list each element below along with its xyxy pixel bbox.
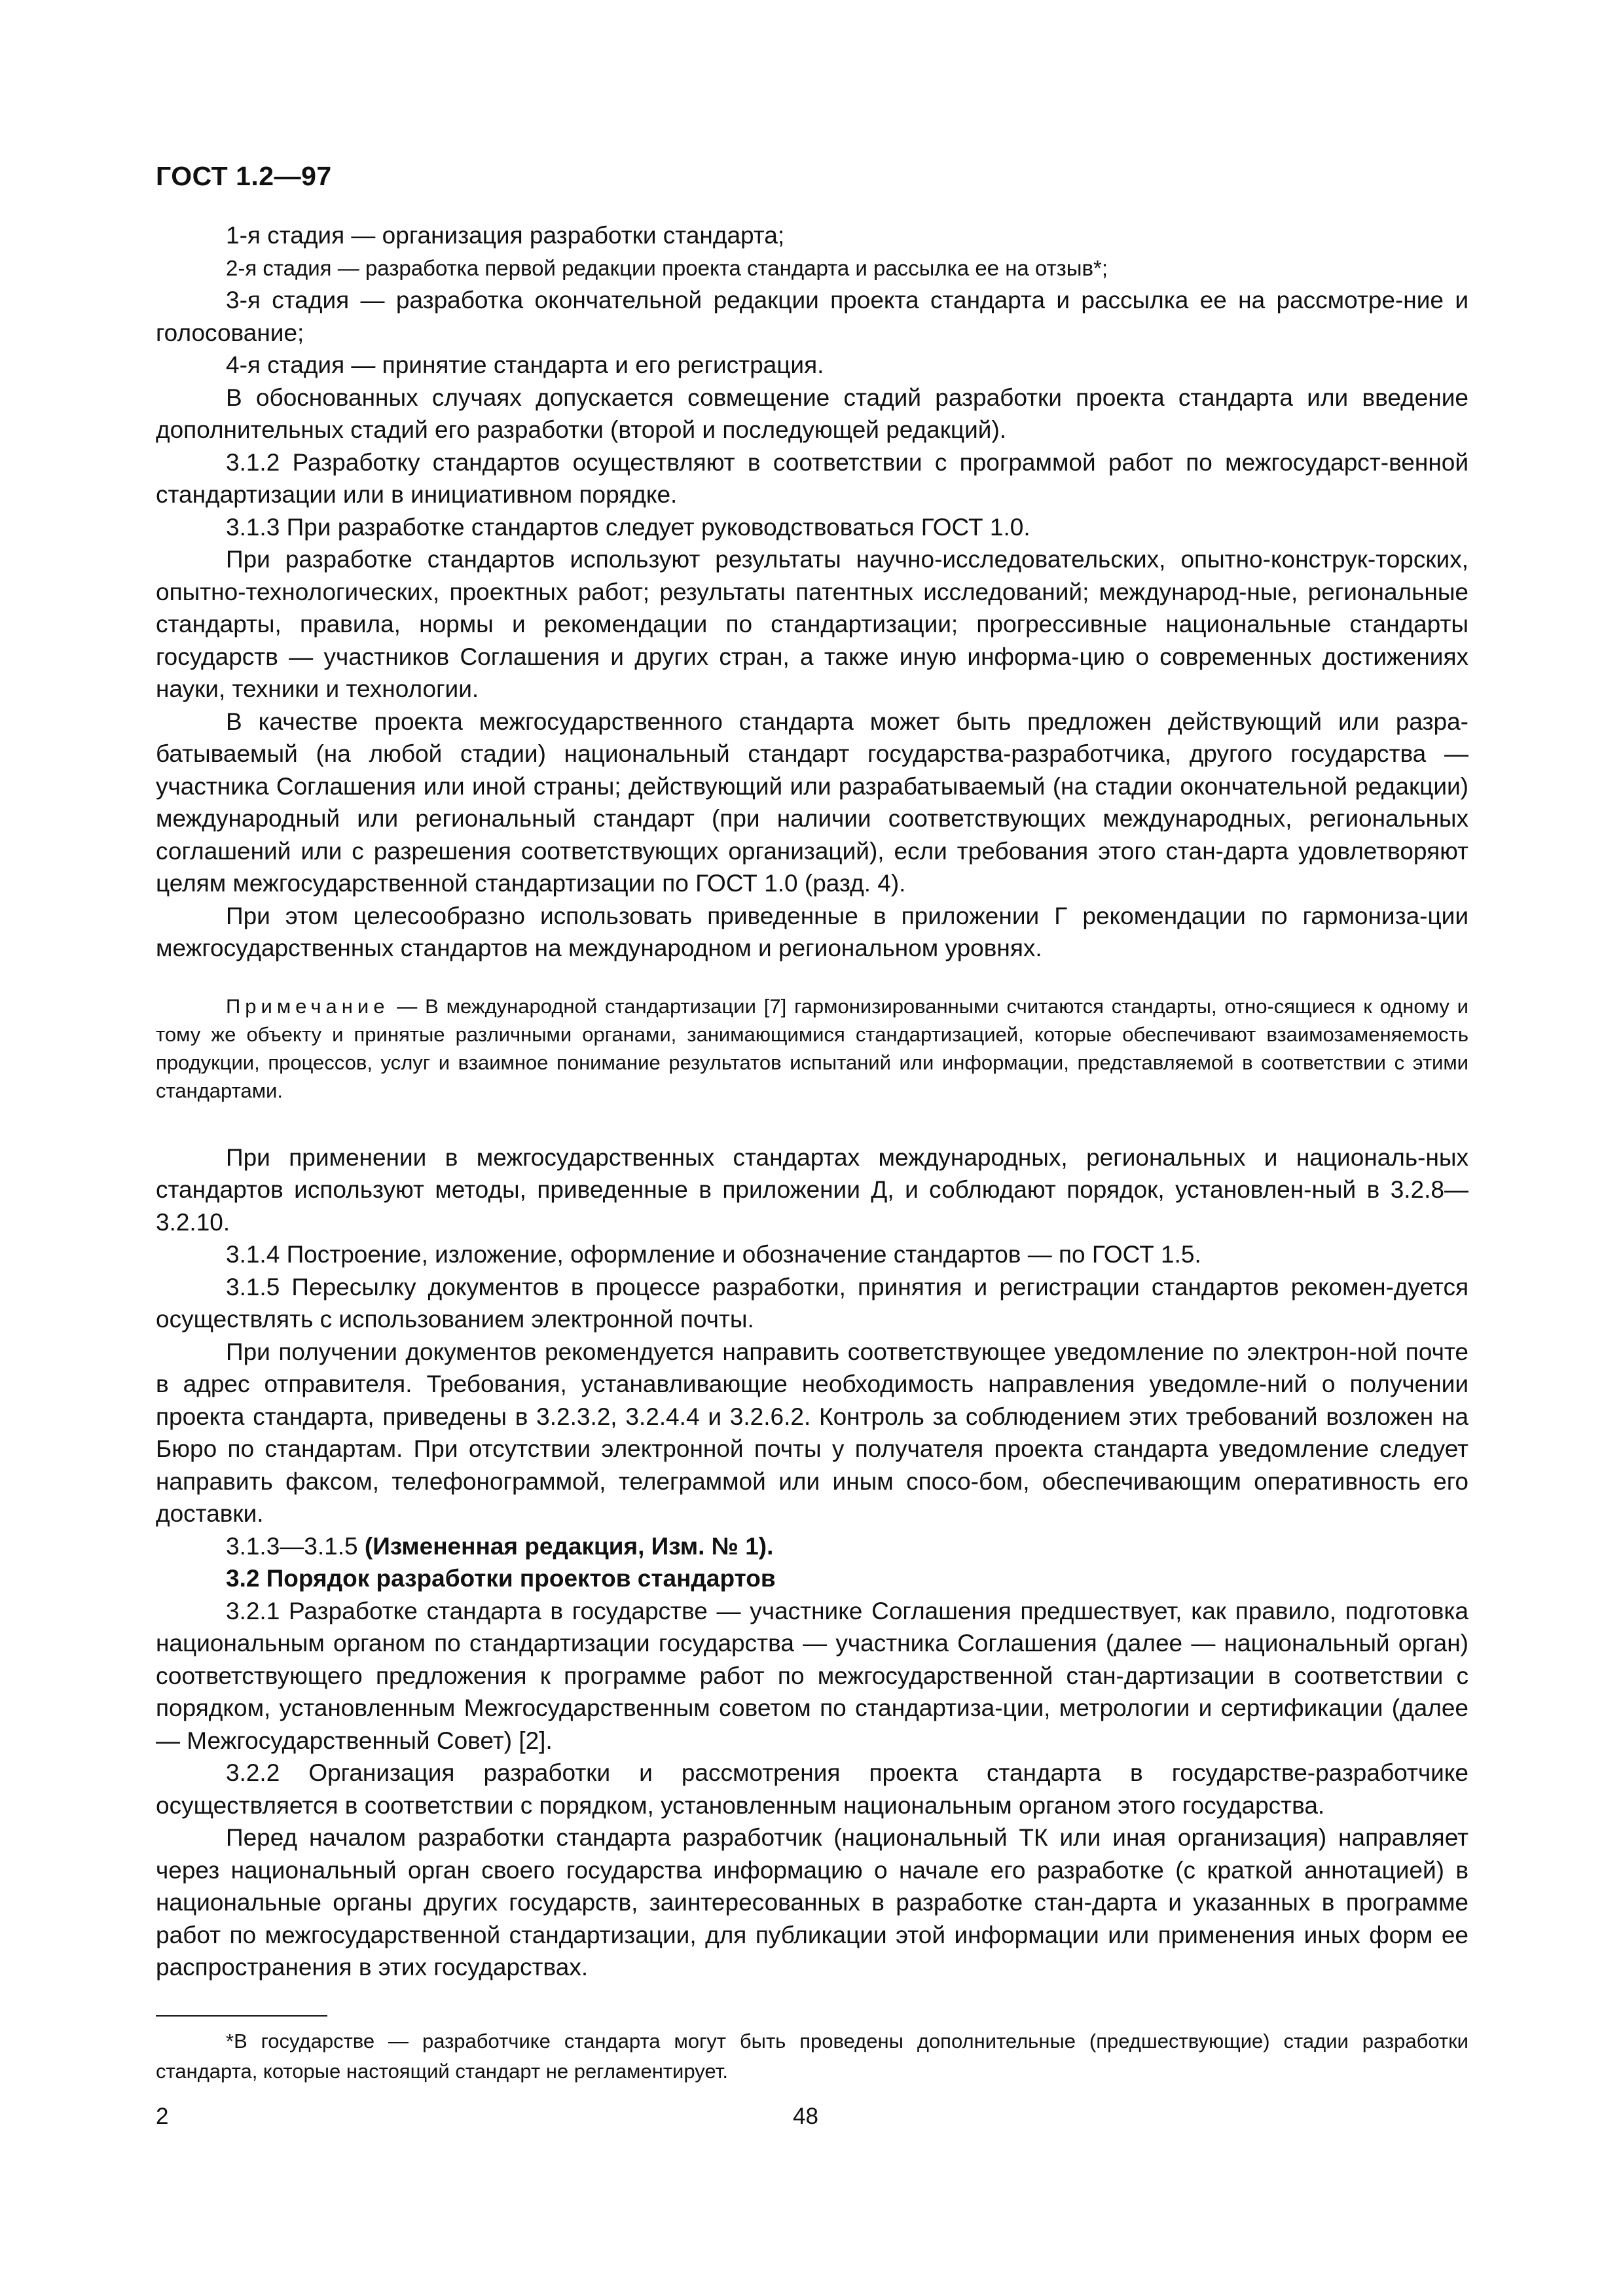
paragraph: 3.1.2 Разработку стандартов осуществляют в соответствии с программой работ по межгосударст-венной стандартизации или в инициативном порядке. — [156, 448, 1468, 508]
amendment-line — [156, 1530, 1468, 1563]
note-block — [156, 992, 1468, 1105]
paragraph: При разработке стандартов используют результаты научно-исследовательских, опытно-конструк-торских, опытно-технологических, проектных работ; результаты патентных исследований; международ-ные, региональные стандарты, правила, нормы и рекомендации по стандартизации; прогрессивные национальные стандарты государств — участников Соглашения и других стран, а также иную информа-цию о современных достижениях науки, техники и технологии. — [156, 546, 1468, 702]
note-label: Примечание — [226, 994, 390, 1018]
paragraph: При этом целесообразно использовать приведенные в приложении Г рекомендации по гармониза-ции межгосударственных стандартов на международном и региональном уровнях. — [156, 902, 1468, 961]
footnote: *В государстве — разработчике стандарта могут быть проведены дополнительные (предшествующие) стадии разработки стандарта, которые настоящий стандарт не регламентирует. — [156, 2030, 1468, 2083]
paragraph: 3.1.3 При разработке стандартов следует руководствоваться ГОСТ 1.0. — [226, 513, 1030, 541]
paragraph: 3.2.2 Организация разработки и рассмотрения проекта стандарта в государстве-разработчике осуществляется в соответствии с порядком, установленным национальным органом этого государства. — [156, 1759, 1468, 1819]
note-text: — В международной стандартизации [7] гармонизированными считаются стандарты, отно-сящиеся к одному и тому же объекту и принятые различными органами, занимающимися стандартизацией, которые обеспечивают взаимозаменяемость продукции, процессов, услуг и взаимное понимание результатов испытаний или информации, представляемой в соответствии с этими стандартами. — [156, 994, 1468, 1102]
section-heading: 3.2 Порядок разработки проектов стандартов — [226, 1565, 776, 1592]
paragraph: 3.2.1 Разработке стандарта в государстве — участнике Соглашения предшествует, как правило, подготовка национальным органом по стандартизации государства — участника Соглашения (далее — национальный орган) соответствующего предложения к программе работ по межгосударственной стан-дартизации в соответствии с порядком, установленным Межгосударственным советом по стандартиза-ции, метрологии и сертификации (далее — Межгосударственный Совет) [2]. — [156, 1597, 1468, 1754]
page-number: 2 — [156, 2104, 169, 2129]
document-header: ГОСТ 1.2—97 — [156, 161, 332, 191]
paragraph: 1-я стадия — организация разработки стандарта; — [226, 222, 785, 249]
paragraph: В обоснованных случаях допускается совмещение стадий разработки проекта стандарта или введение дополнительных стадий его разработки (второй и последующей редакций). — [156, 384, 1468, 443]
sheet-number: 48 — [793, 2104, 818, 2129]
footnote-divider — [156, 2015, 327, 2017]
paragraph: Перед началом разработки стандарта разработчик (национальный ТК или иная организация) направляет через национальный орган своего государства информацию о начале его разработке (с краткой аннотацией) в национальные органы других государств, заинтересованных в разработке стан-дарта и указанных в программе работ по межгосударственной стандартизации, для публикации этой информации или применения иных форм ее распространения в этих государствах. — [156, 1824, 1468, 1981]
paragraph: 3.1.4 Построение, изложение, оформление и обозначение стандартов — по ГОСТ 1.5. — [226, 1241, 1201, 1268]
paragraph: 3-я стадия — разработка окончательной редакции проекта стандарта и рассылка ее на рассмотре-ние и голосование; — [156, 287, 1468, 346]
amendment-ref: 3.1.3—3.1.5 — [226, 1532, 365, 1560]
paragraph: При применении в межгосударственных стандартах международных, региональных и националь-ных стандартов используют методы, приведенные в приложении Д, и соблюдают порядок, установлен-ный в 3.2.8—3.2.10. — [156, 1143, 1468, 1236]
paragraph: 2-я стадия — разработка первой редакции проекта стандарта и рассылка ее на отзыв*; — [226, 255, 1108, 280]
document-body — [156, 219, 1468, 1984]
paragraph: При получении документов рекомендуется направить соответствующее уведомление по электрон-ной почте в адрес отправителя. Требования, устанавливающие необходимость направления уведомле-ний о получении проекта стандарта, приведены в 3.2.3.2, 3.2.4.4 и 3.2.6.2. Контроль за соблюдением этих требований возложен на Бюро по стандартам. При отсутствии электронной почты у получателя проекта стандарта уведомление следует направить факсом, телефонограммой, телеграммой или иным спосо-бом, обеспечивающим оперативность его доставки. — [156, 1338, 1468, 1527]
amendment-note: (Измененная редакция, Изм. № 1). — [364, 1532, 774, 1560]
paragraph: 4-я стадия — принятие стандарта и его регистрация. — [226, 351, 824, 378]
paragraph: 3.1.5 Пересылку документов в процессе разработки, принятия и регистрации стандартов рекомен-дуется осуществлять с использованием электронной почты. — [156, 1273, 1468, 1333]
paragraph: В качестве проекта межгосударственного стандарта может быть предложен действующий или разра-батываемый (на любой стадии) национальный стандарт государства-разработчика, другого государства — участника Соглашения или иной страны; действующий или разрабатываемый (на стадии окончательной редакции) международный или региональный стандарт (при наличии соответствующих международных, региональных соглашений или с разрешения соответствующих организаций), если требования этого стан-дарта удовлетворяют целям межгосударственной стандартизации по ГОСТ 1.0 (разд. 4). — [156, 708, 1468, 897]
